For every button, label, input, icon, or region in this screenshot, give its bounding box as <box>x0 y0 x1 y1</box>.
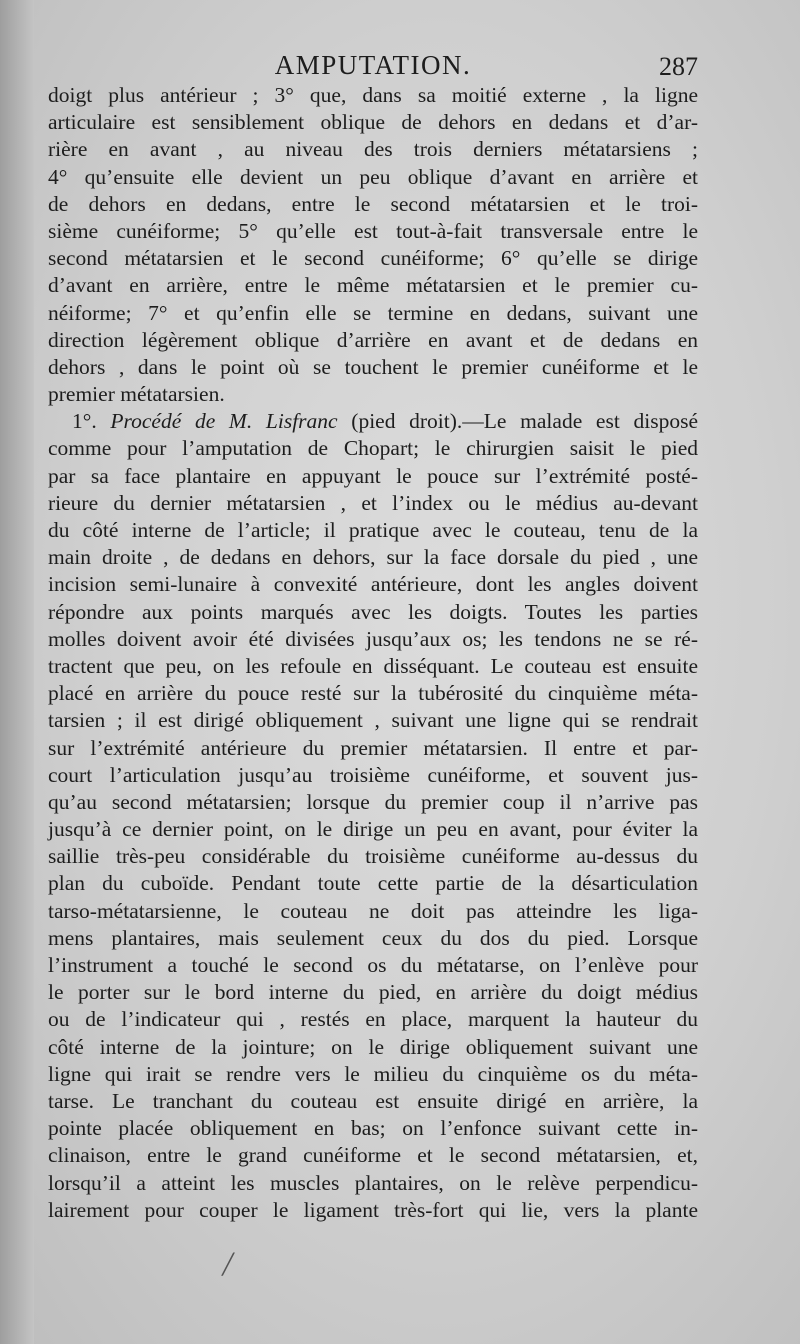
text-line: direction légèrement oblique d’arrière en avant et de dedans en <box>48 327 698 352</box>
text-line: du côté interne de l’article; il pratique avec le couteau, tenu de la <box>48 518 698 542</box>
procedure-heading-line <box>48 408 698 435</box>
text-line: incision semi-lunaire à convexité antérieure, dont les angles doivent <box>48 572 698 597</box>
procedure-heading-rest: (pied droit).—Le malade est disposé <box>337 409 698 434</box>
text-line: qu’au second métatarsien; lorsque du premier coup il n’arrive pas <box>48 789 698 814</box>
text-line: lairement pour couper le ligament très-fort qui lie, vers la plante <box>48 1197 698 1222</box>
text-line: rieure du dernier métatarsien , et l’index ou le médius au-devant <box>48 490 698 515</box>
text-line: mens plantaires, mais seulement ceux du dos du pied. Lorsque <box>48 925 698 950</box>
text-line: tarsien ; il est dirigé obliquement , suivant une ligne qui se rendrait <box>48 708 698 733</box>
procedure-number: 1°. <box>72 409 111 434</box>
text-line: jusqu’à ce dernier point, on le dirige un peu en avant, pour éviter la <box>48 817 698 842</box>
text-line: tractent que peu, on les refoule en disséquant. Le couteau est ensuite <box>48 653 698 678</box>
procedure-title: Procédé de M. Lisfranc <box>110 409 338 434</box>
text-line: articulaire est sensiblement oblique de dehors en dedans et d’ar- <box>48 110 698 135</box>
text-line: sième cunéiforme; 5° qu’elle est tout-à-fait transversale entre le <box>48 218 698 243</box>
text-line: 4° qu’ensuite elle devient un peu oblique d’avant en arrière et <box>48 164 698 189</box>
text-line: tarse. Le tranchant du couteau est ensuite dirigé en arrière, la <box>48 1088 698 1113</box>
text-line: comme pour l’amputation de Chopart; le chirurgien saisit le pied <box>48 436 698 461</box>
text-line: plan du cuboïde. Pendant toute cette partie de la désarticulation <box>48 871 698 896</box>
text-line: côté interne de la jointure; on le dirige obliquement suivant une <box>48 1034 698 1059</box>
text-line: lorsqu’il a atteint les muscles plantaires, on le relève perpendicu- <box>48 1170 698 1195</box>
ink-speck: ╱ <box>222 1254 235 1276</box>
text-line: main droite , de dedans en dehors, sur la face dorsale du pied , une <box>48 545 698 570</box>
text-line: répondre aux points marqués avec les doigts. Toutes les parties <box>48 599 698 624</box>
text-line: dehors , dans le point où se touchent le premier cunéiforme et le <box>48 354 698 379</box>
page-number: 287 <box>659 52 698 81</box>
text-line: ou de l’indicateur qui , restés en place, marquent la hauteur du <box>48 1007 698 1032</box>
text-line: tarso-métatarsienne, le couteau ne doit pas atteindre les liga- <box>48 898 698 923</box>
text-line: l’instrument a touché le second os du métatarse, on l’enlève pour <box>48 953 698 977</box>
text-line: saillie très-peu considérable du troisième cunéiforme au-dessus du <box>48 844 698 869</box>
text-line: de dehors en dedans, entre le second métatarsien et le troi- <box>48 191 698 216</box>
text-line: premier métatarsien. <box>48 382 225 407</box>
text-line: d’avant en arrière, entre le même métatarsien et le premier cu- <box>48 273 698 298</box>
text-line: sur l’extrémité antérieure du premier métatarsien. Il entre et par- <box>48 735 698 760</box>
text-line: doigt plus antérieur ; 3° que, dans sa moitié externe , la ligne <box>48 83 698 107</box>
text-line: néiforme; 7° et qu’enfin elle se termine en dedans, suivant une <box>48 300 698 325</box>
body-text <box>48 82 698 1224</box>
running-title: AMPUTATION. <box>274 50 472 80</box>
text-line: pointe placée obliquement en bas; on l’enfonce suivant cette in- <box>48 1116 698 1141</box>
text-line: molles doivent avoir été divisées jusqu’aux os; les tendons ne se ré- <box>48 626 698 651</box>
text-line: clinaison, entre le grand cunéiforme et le second métatarsien, et, <box>48 1143 698 1168</box>
text-line: court l’articulation jusqu’au troisième cunéiforme, et souvent jus- <box>48 762 698 787</box>
text-line: second métatarsien et le second cunéiforme; 6° qu’elle se dirige <box>48 246 698 271</box>
text-line: ligne qui irait se rendre vers le milieu du cinquième os du méta- <box>48 1061 698 1086</box>
page-gutter-shadow <box>0 0 34 1344</box>
text-line: le porter sur le bord interne du pied, en arrière du doigt médius <box>48 980 698 1005</box>
text-line: par sa face plantaire en appuyant le pouce sur l’extrémité posté- <box>48 463 698 488</box>
text-line: rière en avant , au niveau des trois derniers métatarsiens ; <box>48 137 698 162</box>
text-line: placé en arrière du pouce resté sur la tubérosité du cinquième méta- <box>48 681 698 706</box>
